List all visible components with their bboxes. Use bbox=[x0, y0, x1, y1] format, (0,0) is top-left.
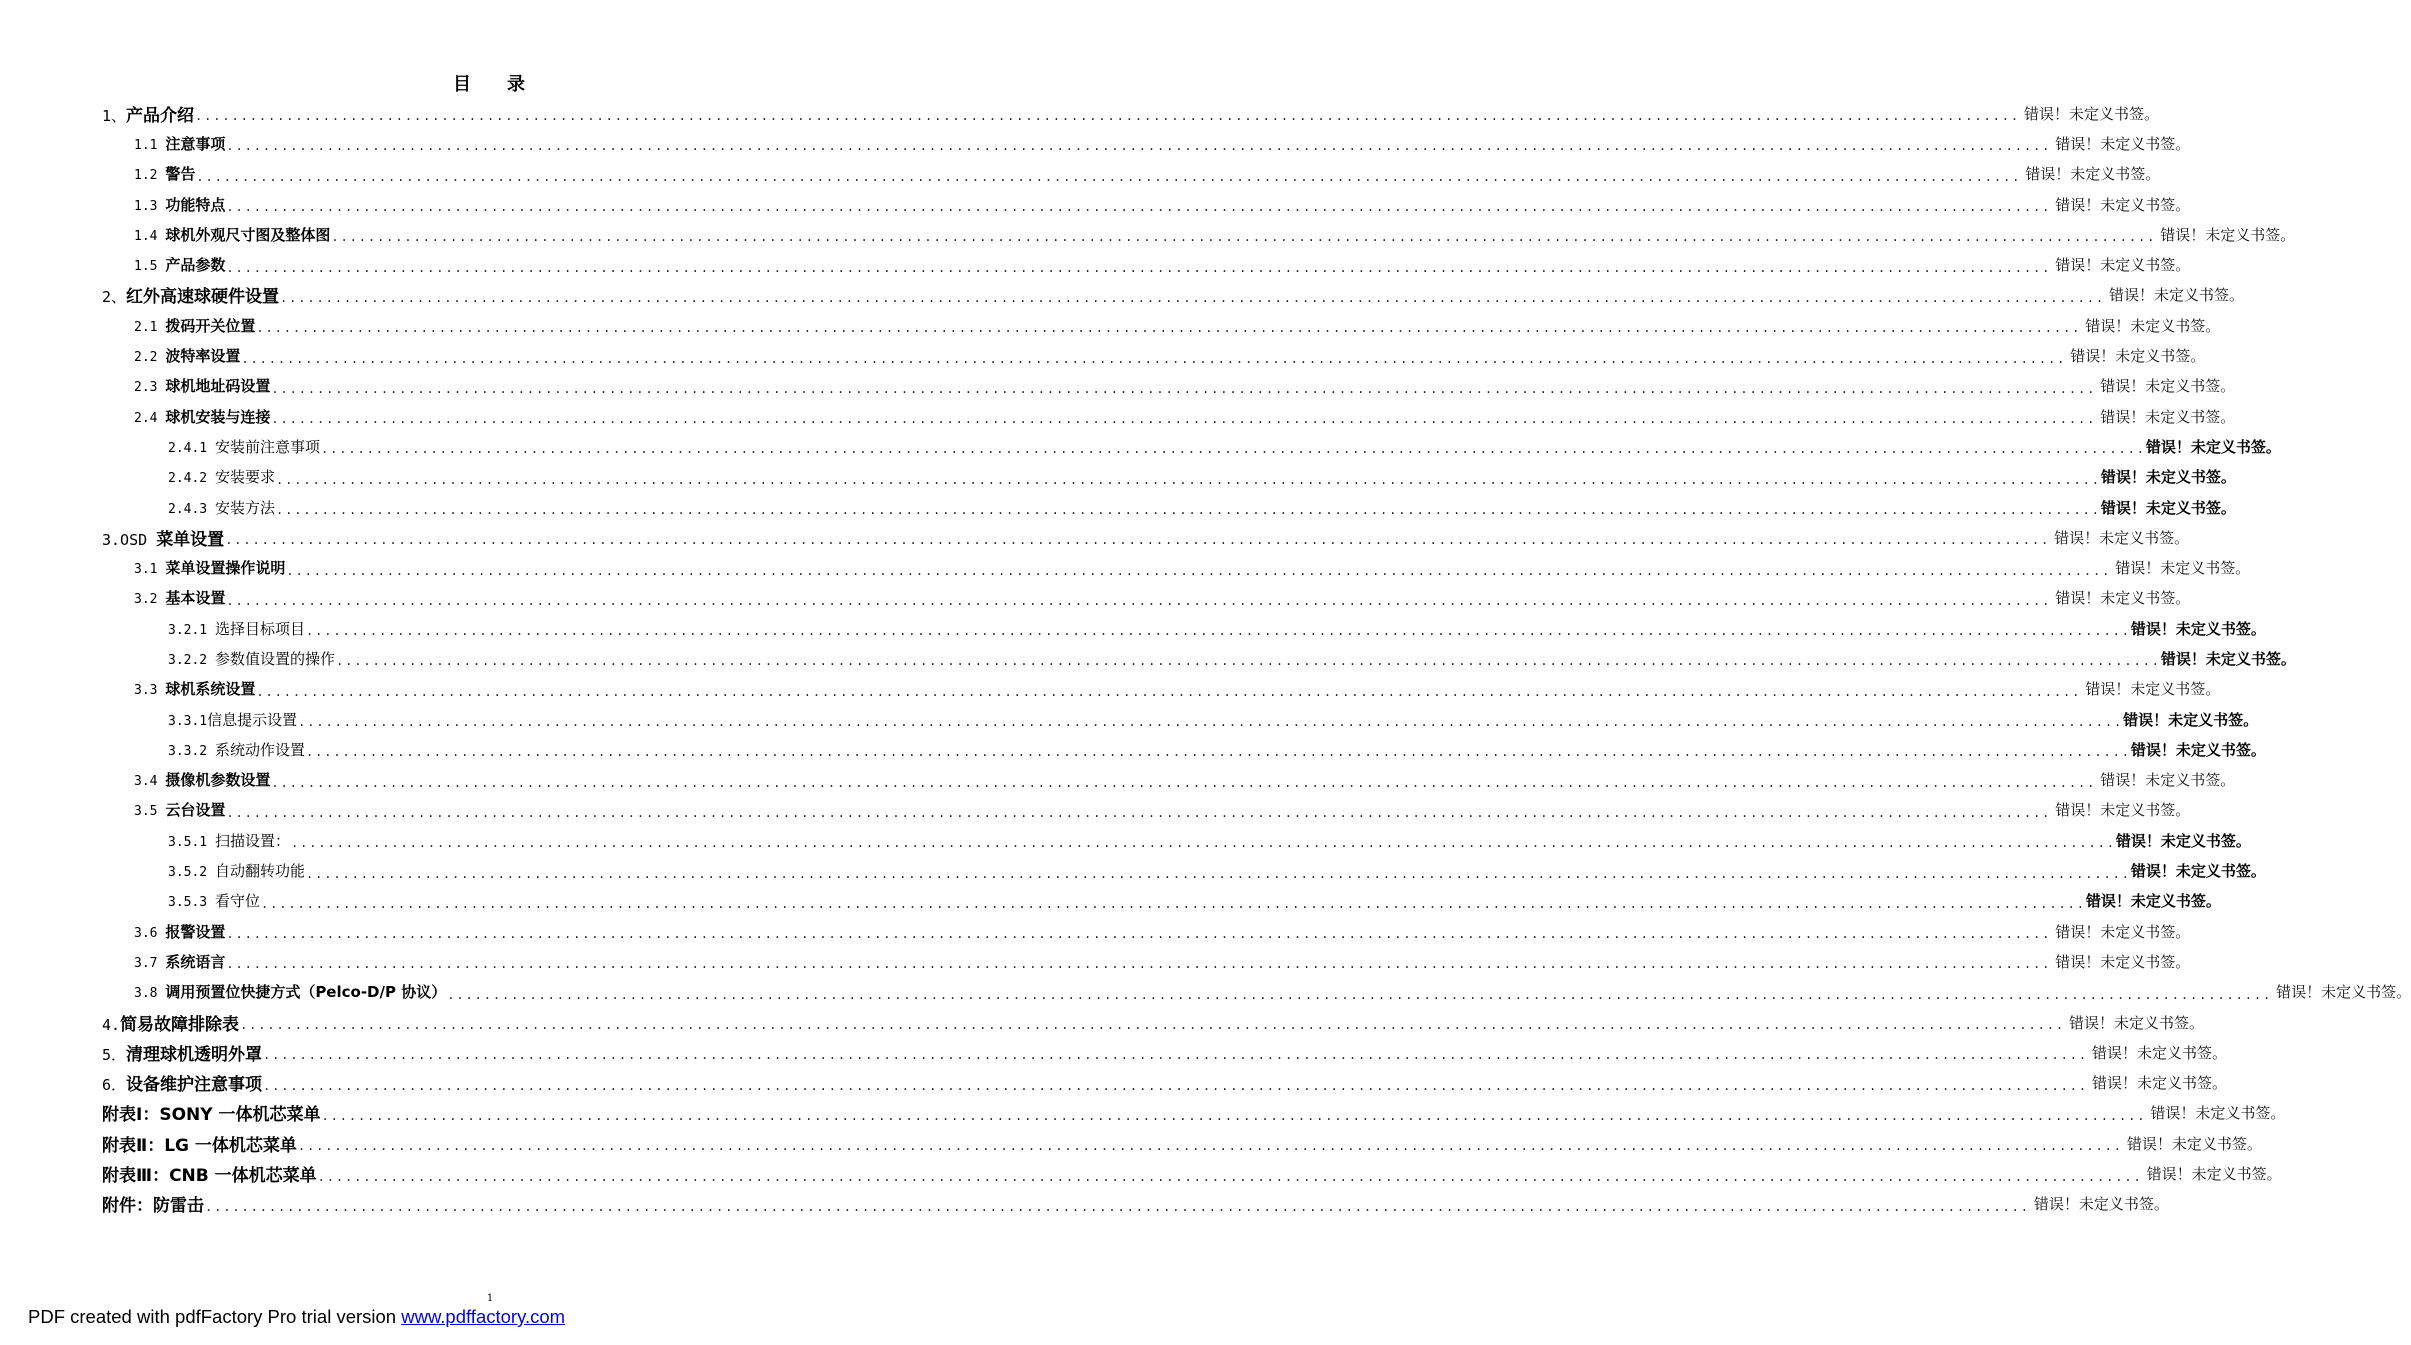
toc-entry-number: 1.2 bbox=[134, 168, 166, 184]
toc-entry[interactable] bbox=[0, 1098, 2286, 1128]
toc-leader-dots: ........................................................................................................................................................................................................ bbox=[305, 624, 2131, 639]
toc-entry[interactable] bbox=[0, 977, 2411, 1007]
toc-entry-page: 错误！未定义书签。 bbox=[2145, 437, 2281, 456]
toc-entry-number: 3.5.2 bbox=[168, 865, 215, 881]
toc-entry-label bbox=[134, 224, 330, 245]
toc-entry[interactable] bbox=[0, 1128, 2262, 1158]
toc-entry-label bbox=[134, 799, 225, 820]
toc-entry-page: 错误！未定义书签。 bbox=[2033, 1195, 2169, 1214]
toc-leader-dots: ........................................................................................................................................................................................................ bbox=[447, 987, 2273, 1002]
toc-entry-text: 球机地址码设置 bbox=[165, 377, 271, 396]
toc-leader-dots: ........................................................................................................................................................................................................ bbox=[280, 290, 2105, 305]
toc-entry-number: 4. bbox=[102, 1015, 121, 1034]
toc-entry-text: 扫描设置： bbox=[214, 831, 290, 850]
toc-title bbox=[0, 70, 980, 96]
toc-entry[interactable] bbox=[0, 1037, 2227, 1067]
toc-entry-number: 2、 bbox=[102, 288, 127, 307]
toc-entry-label bbox=[102, 101, 194, 126]
toc-entry-text: 附件：防雷击 bbox=[102, 1196, 204, 1217]
pdf-footer bbox=[28, 1306, 565, 1328]
toc-leader-dots: ........................................................................................................................................................................................................ bbox=[275, 472, 2101, 487]
toc-entry-number: 1.1 bbox=[134, 137, 166, 153]
toc-entry-number: 3.2 bbox=[134, 592, 166, 608]
toc-entry-text: 附表Ⅲ：CNB 一体机芯菜单 bbox=[102, 1166, 317, 1187]
toc-entry-label bbox=[168, 830, 290, 851]
toc-entry-text: 菜单设置操作说明 bbox=[165, 559, 286, 578]
toc-entry-number: 5． bbox=[102, 1045, 127, 1064]
table-of-contents bbox=[0, 98, 2411, 1219]
toc-entry-text: 云台设置 bbox=[165, 801, 226, 820]
toc-entry[interactable] bbox=[0, 946, 2191, 976]
toc-leader-dots: ........................................................................................................................................................................................................ bbox=[226, 957, 2052, 972]
toc-leader-dots: ........................................................................................................................................................................................................ bbox=[305, 866, 2131, 881]
toc-entry-label bbox=[102, 1010, 239, 1035]
toc-entry-number: 3.3.1 bbox=[168, 713, 208, 729]
toc-entry[interactable] bbox=[0, 249, 2191, 279]
toc-entry-label bbox=[168, 890, 260, 911]
toc-entry-text: 系统语言 bbox=[165, 952, 226, 971]
toc-entry[interactable] bbox=[0, 371, 2236, 401]
toc-title-right: 录 bbox=[507, 74, 527, 95]
toc-entry-text: 警告 bbox=[165, 165, 196, 184]
toc-entry-page: 错误！未定义书签。 bbox=[2100, 498, 2236, 517]
toc-leader-dots: ........................................................................................................................................................................................................ bbox=[335, 654, 2161, 669]
toc-entry-label bbox=[102, 1191, 204, 1216]
toc-leader-dots: ........................................................................................................................................................................................................ bbox=[320, 442, 2146, 457]
toc-leader-dots: ........................................................................................................................................................................................................ bbox=[297, 1139, 2123, 1154]
toc-entry-page: 错误！未定义书签。 bbox=[2025, 165, 2161, 184]
toc-entry-text: 拨码开关位置 bbox=[165, 316, 256, 335]
toc-leader-dots: ........................................................................................................................................................................................................ bbox=[226, 260, 2052, 275]
toc-leader-dots: ........................................................................................................................................................................................................ bbox=[275, 503, 2101, 517]
toc-leader-dots: ........................................................................................................................................................................................................ bbox=[226, 200, 2052, 215]
toc-leader-dots: ........................................................................................................................................................................................................ bbox=[271, 412, 2097, 427]
toc-entry-label bbox=[134, 315, 255, 336]
toc-entry-label bbox=[134, 133, 225, 154]
toc-entry[interactable] bbox=[0, 795, 2191, 825]
page-number: 1 bbox=[486, 1293, 494, 1304]
toc-entry-number: 3.OSD bbox=[102, 530, 157, 549]
toc-entry-page: 错误！未定义书签。 bbox=[2276, 983, 2411, 1002]
toc-entry[interactable] bbox=[0, 1158, 2282, 1188]
toc-leader-dots: ........................................................................................................................................................................................................ bbox=[240, 1018, 2065, 1033]
toc-entry[interactable] bbox=[0, 401, 2236, 431]
toc-entry-page: 错误！未定义书签。 bbox=[2130, 619, 2266, 638]
toc-leader-dots: ........................................................................................................................................................................................................ bbox=[331, 230, 2157, 245]
toc-leader-dots: ........................................................................................................................................................................................................ bbox=[290, 836, 2116, 851]
toc-entry[interactable] bbox=[0, 1068, 2227, 1098]
toc-entry-text: 球机安装与连接 bbox=[165, 407, 271, 426]
toc-entry-label bbox=[134, 769, 270, 790]
toc-entry-number: 1.3 bbox=[134, 198, 166, 214]
toc-entry-text: 波特率设置 bbox=[165, 347, 241, 366]
toc-entry-text: 安装前注意事项 bbox=[214, 437, 320, 456]
toc-entry-number: 6． bbox=[102, 1076, 127, 1095]
toc-entry[interactable] bbox=[0, 522, 2190, 552]
toc-entry[interactable] bbox=[0, 189, 2191, 219]
toc-entry-number: 3.2.1 bbox=[168, 622, 215, 638]
toc-leader-dots: ........................................................................................................................................................................................................ bbox=[298, 715, 2124, 730]
toc-entry-page: 错误！未定义书签。 bbox=[2146, 1165, 2282, 1184]
toc-entry-text: 信息提示设置 bbox=[207, 710, 298, 729]
toc-entry-text: 简易故障排除表 bbox=[120, 1014, 240, 1035]
toc-entry-label bbox=[102, 1161, 317, 1186]
toc-leader-dots: ........................................................................................................................................................................................................ bbox=[225, 533, 2051, 548]
toc-entry-page: 错误！未定义书签。 bbox=[2055, 801, 2191, 820]
toc-entry-number: 2.4 bbox=[134, 410, 166, 426]
toc-leader-dots: ........................................................................................................................................................................................................ bbox=[226, 805, 2052, 820]
toc-entry[interactable] bbox=[0, 674, 2221, 704]
toc-entry-number: 1.4 bbox=[134, 228, 166, 244]
toc-entry-page: 错误！未定义书签。 bbox=[2055, 195, 2191, 214]
toc-entry-label bbox=[168, 739, 305, 760]
toc-entry-page: 错误！未定义书签。 bbox=[2055, 922, 2191, 941]
toc-entry-number: 2.3 bbox=[134, 380, 166, 396]
toc-entry-label bbox=[168, 618, 305, 639]
toc-entry[interactable] bbox=[0, 280, 2244, 310]
footer-text: PDF created with pdfFactory Pro trial version bbox=[28, 1306, 402, 1327]
toc-leader-dots: ........................................................................................................................................................................................................ bbox=[317, 1169, 2143, 1184]
toc-entry-number: 3.3.2 bbox=[168, 743, 215, 759]
toc-entry-label bbox=[102, 1100, 320, 1125]
toc-entry[interactable] bbox=[0, 734, 2266, 764]
toc-entry-page: 错误！未定义书签。 bbox=[2123, 710, 2259, 729]
toc-entry-text: 摄像机参数设置 bbox=[165, 771, 271, 790]
toc-entry-text: 附表Ⅰ：SONY 一体机芯菜单 bbox=[102, 1105, 321, 1126]
toc-entry-label bbox=[134, 678, 255, 699]
toc-entry-label bbox=[134, 406, 270, 427]
toc-entry-page: 错误！未定义书签。 bbox=[2130, 740, 2266, 759]
toc-entry[interactable] bbox=[0, 340, 2206, 370]
toc-entry-number: 3.5 bbox=[134, 804, 166, 820]
toc-entry[interactable] bbox=[0, 159, 2161, 189]
toc-entry-label bbox=[134, 951, 225, 972]
toc-entry[interactable] bbox=[0, 219, 2296, 249]
toc-entry[interactable] bbox=[0, 98, 2159, 128]
toc-entry-label bbox=[102, 525, 224, 550]
toc-entry-number: 2.1 bbox=[134, 319, 166, 335]
toc-entry-number: 3.1 bbox=[134, 562, 166, 578]
toc-entry-page: 错误！未定义书签。 bbox=[2054, 528, 2190, 547]
toc-entry-label bbox=[168, 709, 297, 730]
toc-entry-label bbox=[134, 981, 446, 1002]
toc-entry-text: 菜单设置 bbox=[156, 529, 225, 550]
toc-entry-text: 参数值设置的操作 bbox=[214, 649, 335, 668]
toc-leader-dots: ........................................................................................................................................................................................................ bbox=[271, 381, 2097, 396]
toc-entry-number: 3.5.1 bbox=[168, 834, 215, 850]
toc-entry-number: 2.4.2 bbox=[168, 471, 215, 487]
toc-entry-label bbox=[134, 587, 225, 608]
toc-leader-dots: ........................................................................................................................................................................................................ bbox=[271, 775, 2097, 790]
toc-entry-page: 错误！未定义书签。 bbox=[2070, 347, 2206, 366]
toc-entry-text: 基本设置 bbox=[165, 589, 226, 608]
toc-leader-dots: ........................................................................................................................................................................................................ bbox=[205, 1199, 2030, 1214]
toc-entry-text: 球机外观尺寸图及整体图 bbox=[165, 225, 331, 244]
toc-entry-number: 3.6 bbox=[134, 925, 166, 941]
toc-entry-number: 2.4.3 bbox=[168, 501, 215, 517]
toc-leader-dots: ........................................................................................................................................................................................................ bbox=[321, 1108, 2147, 1123]
toc-entry-number: 1、 bbox=[102, 106, 127, 125]
toc-entry-page: 错误！未定义书签。 bbox=[2023, 104, 2159, 123]
toc-entry[interactable] bbox=[0, 552, 2251, 582]
toc-leader-dots: ........................................................................................................................................................................................................ bbox=[305, 745, 2131, 760]
toc-entry-label bbox=[168, 497, 275, 518]
toc-entry-label bbox=[168, 648, 335, 669]
toc-entry[interactable] bbox=[0, 916, 2191, 946]
toc-entry-text: 设备维护注意事项 bbox=[126, 1075, 263, 1096]
toc-entry-text: 产品介绍 bbox=[126, 105, 195, 126]
toc-entry-page: 错误！未定义书签。 bbox=[2100, 468, 2236, 487]
toc-entry-text: 报警设置 bbox=[165, 922, 226, 941]
toc-entry-number: 3.5.3 bbox=[168, 895, 215, 911]
toc-entry-label bbox=[134, 557, 285, 578]
toc-entry-page: 错误！未定义书签。 bbox=[2126, 1134, 2262, 1153]
toc-entry-text: 看守位 bbox=[214, 892, 260, 911]
toc-entry-label bbox=[134, 345, 240, 366]
toc-entry-page: 错误！未定义书签。 bbox=[2115, 559, 2251, 578]
toc-entry-text: 红外高速球硬件设置 bbox=[126, 287, 280, 308]
toc-leader-dots: ........................................................................................................................................................................................................ bbox=[286, 563, 2112, 578]
toc-entry[interactable] bbox=[0, 462, 2236, 492]
toc-entry-number: 3.4 bbox=[134, 774, 166, 790]
toc-entry-number: 3.8 bbox=[134, 986, 166, 1002]
toc-entry-text: 附表Ⅱ：LG 一体机芯菜单 bbox=[102, 1135, 297, 1156]
toc-entry-page: 错误！未定义书签。 bbox=[2160, 649, 2296, 668]
toc-entry-page: 错误！未定义书签。 bbox=[2108, 286, 2244, 305]
toc-entry[interactable] bbox=[0, 492, 2236, 522]
toc-entry-number: 3.2.2 bbox=[168, 652, 215, 668]
toc-entry-label bbox=[168, 436, 320, 457]
toc-entry-page: 错误！未定义书签。 bbox=[2091, 1043, 2227, 1062]
toc-entry-label bbox=[134, 194, 225, 215]
toc-entry-label bbox=[134, 921, 225, 942]
toc-entry-page: 错误！未定义书签。 bbox=[2115, 831, 2251, 850]
toc-entry[interactable] bbox=[0, 855, 2266, 885]
toc-entry-text: 球机系统设置 bbox=[165, 680, 256, 699]
footer-link[interactable]: www.pdffactory.com bbox=[401, 1306, 566, 1327]
toc-entry-page: 错误！未定义书签。 bbox=[2100, 377, 2236, 396]
toc-entry-page: 错误！未定义书签。 bbox=[2055, 256, 2191, 275]
toc-entry-label bbox=[102, 1131, 297, 1156]
toc-entry[interactable] bbox=[0, 765, 2236, 795]
toc-entry-text: 选择目标项目 bbox=[214, 619, 305, 638]
toc-leader-dots: ........................................................................................................................................................................................................ bbox=[263, 1048, 2088, 1063]
toc-entry-page: 错误！未定义书签。 bbox=[2100, 771, 2236, 790]
toc-entry-text: 调用预置位快捷方式（Pelco-D/P 协议） bbox=[165, 983, 447, 1002]
toc-entry-page: 错误！未定义书签。 bbox=[2068, 1013, 2204, 1032]
toc-entry-label bbox=[102, 1070, 262, 1095]
toc-entry-text: 自动翻转功能 bbox=[214, 862, 305, 881]
toc-leader-dots: ........................................................................................................................................................................................................ bbox=[226, 593, 2052, 608]
toc-entry-text: 安装方法 bbox=[214, 498, 275, 517]
toc-leader-dots: ........................................................................................................................................................................................................ bbox=[241, 351, 2067, 366]
toc-leader-dots: ........................................................................................................................................................................................................ bbox=[226, 927, 2052, 942]
toc-entry[interactable] bbox=[0, 128, 2191, 158]
toc-entry-label bbox=[168, 860, 305, 881]
toc-entry-text: 功能特点 bbox=[165, 195, 226, 214]
toc-entry-number: 2.2 bbox=[134, 350, 166, 366]
toc-entry-page: 错误！未定义书签。 bbox=[2085, 316, 2221, 335]
toc-entry[interactable] bbox=[0, 1007, 2204, 1037]
toc-entry[interactable] bbox=[0, 704, 2259, 734]
toc-entry[interactable] bbox=[0, 1189, 2169, 1219]
toc-entry-page: 错误！未定义书签。 bbox=[2100, 407, 2236, 426]
toc-title-left: 目 bbox=[453, 74, 473, 95]
toc-entry[interactable] bbox=[0, 583, 2191, 613]
toc-entry-page: 错误！未定义书签。 bbox=[2160, 225, 2296, 244]
toc-entry-label bbox=[102, 282, 279, 307]
toc-leader-dots: ........................................................................................................................................................................................................ bbox=[226, 139, 2052, 154]
toc-leader-dots: ........................................................................................................................................................................................................ bbox=[260, 896, 2086, 911]
toc-entry-number: 1.5 bbox=[134, 259, 166, 275]
toc-entry-number: 3.7 bbox=[134, 955, 166, 971]
toc-entry-page: 错误！未定义书签。 bbox=[2085, 892, 2221, 911]
toc-entry-text: 产品参数 bbox=[165, 256, 226, 275]
toc-entry-label bbox=[168, 466, 275, 487]
toc-entry[interactable] bbox=[0, 310, 2221, 340]
toc-entry-label bbox=[134, 163, 195, 184]
toc-leader-dots: ........................................................................................................................................................................................................ bbox=[256, 684, 2082, 699]
toc-entry[interactable] bbox=[0, 886, 2221, 916]
toc-entry[interactable] bbox=[0, 613, 2266, 643]
toc-entry-number: 3.3 bbox=[134, 683, 166, 699]
toc-entry-text: 注意事项 bbox=[165, 134, 226, 153]
toc-entry-page: 错误！未定义书签。 bbox=[2091, 1074, 2227, 1093]
toc-entry-label bbox=[134, 254, 225, 275]
toc-entry-label bbox=[134, 375, 270, 396]
toc-entry[interactable] bbox=[0, 431, 2281, 461]
toc-entry[interactable] bbox=[0, 643, 2296, 673]
toc-entry-text: 清理球机透明外罩 bbox=[126, 1044, 263, 1065]
toc-entry-number: 2.4.1 bbox=[168, 440, 215, 456]
toc-entry-page: 错误！未定义书签。 bbox=[2085, 680, 2221, 699]
toc-leader-dots: ........................................................................................................................................................................................................ bbox=[256, 321, 2082, 336]
toc-entry-text: 系统动作设置 bbox=[214, 740, 305, 759]
toc-entry-text: 安装要求 bbox=[214, 468, 275, 487]
toc-leader-dots: ........................................................................................................................................................................................................ bbox=[196, 169, 2022, 184]
toc-entry-label bbox=[102, 1040, 262, 1065]
toc-entry-page: 错误！未定义书签。 bbox=[2150, 1104, 2286, 1123]
toc-entry[interactable] bbox=[0, 825, 2251, 855]
toc-entry-page: 错误！未定义书签。 bbox=[2055, 589, 2191, 608]
toc-leader-dots: ........................................................................................................................................................................................................ bbox=[195, 109, 2020, 124]
toc-leader-dots: ........................................................................................................................................................................................................ bbox=[263, 1078, 2088, 1093]
toc-entry-page: 错误！未定义书签。 bbox=[2130, 862, 2266, 881]
toc-entry-page: 错误！未定义书签。 bbox=[2055, 952, 2191, 971]
toc-entry-page: 错误！未定义书签。 bbox=[2055, 134, 2191, 153]
